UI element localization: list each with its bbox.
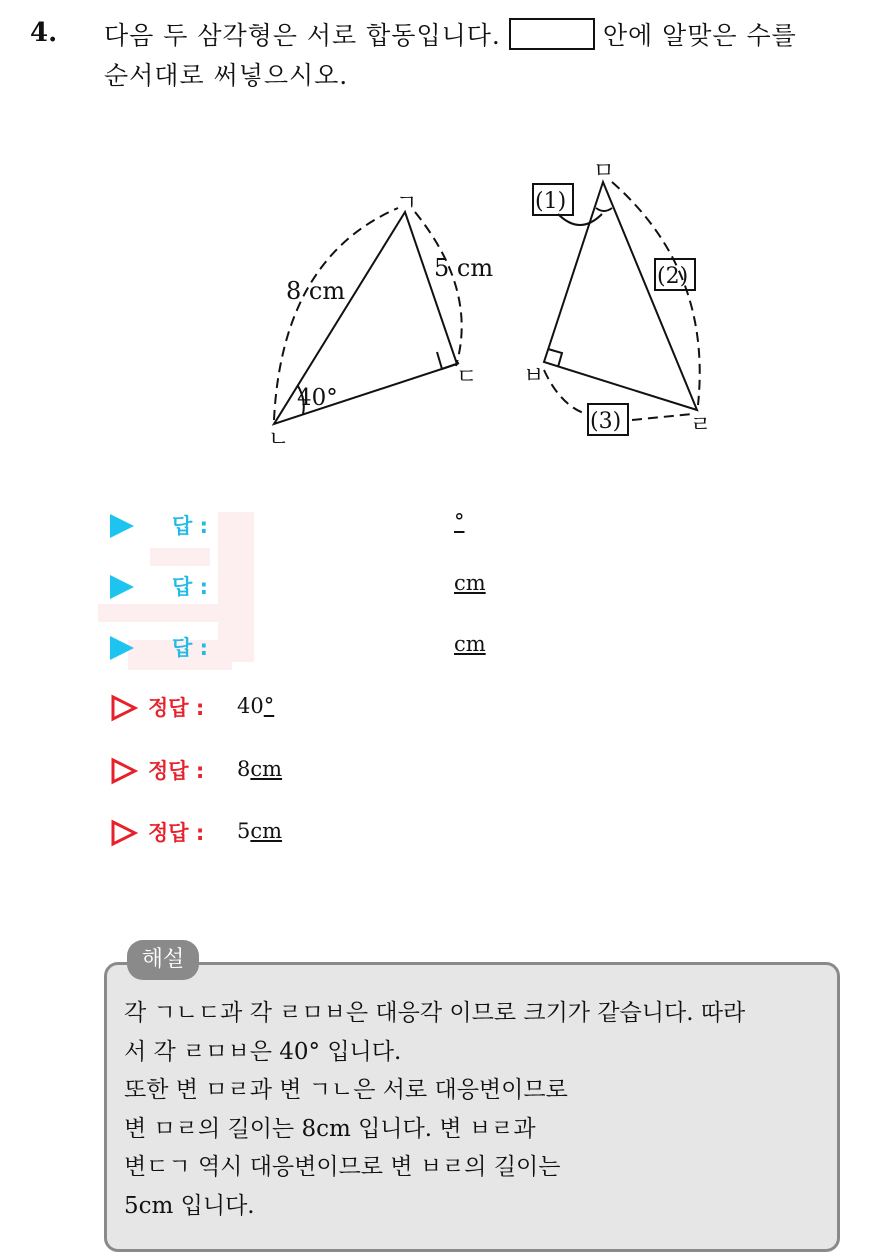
side-label-5cm: 5 cm xyxy=(434,254,494,282)
vertex-label-bieup: ㅂ xyxy=(523,364,545,389)
correct-row-1 xyxy=(110,690,410,730)
faint-mark xyxy=(150,548,210,566)
answer-row-1 xyxy=(110,506,530,546)
explanation-line: 변ㄷㄱ 역시 대응변이므로 변 ㅂㄹ의 길이는 xyxy=(124,1154,561,1180)
explanation-line: 또한 변 ㅁㄹ과 변 ㄱㄴ은 서로 대응변이므로 xyxy=(124,1077,568,1103)
correct-label: 정답 : xyxy=(148,759,205,783)
correct-value xyxy=(237,757,282,781)
angle-arc-1 xyxy=(596,208,612,211)
correct-row-3 xyxy=(110,815,410,855)
question-text xyxy=(104,16,864,96)
correct-unit: ° xyxy=(263,694,275,718)
explanation-line: 각 ㄱㄴㄷ과 각 ㄹㅁㅂ은 대응각 이므로 크기가 같습니다. 따라 xyxy=(124,1000,746,1026)
correct-value xyxy=(237,694,274,718)
answer-unit[interactable]: ° xyxy=(454,510,465,534)
play-arrow-icon xyxy=(110,514,134,538)
question-text-line2: 순서대로 써넣으시오. xyxy=(104,61,349,90)
dashed-arc-3b xyxy=(632,414,692,420)
explanation-line: 서 각 ㄹㅁㅂ은 40° 입니다. xyxy=(124,1038,402,1065)
box-label-1: (1) xyxy=(535,189,567,214)
correct-number: 5 xyxy=(237,819,251,843)
box-label-3: (3) xyxy=(590,409,622,434)
vertex-label-nieun: ㄴ xyxy=(268,427,290,452)
correct-label: 정답 : xyxy=(148,696,205,720)
correct-unit: cm xyxy=(250,757,283,781)
answer-row-3 xyxy=(110,628,530,668)
angle-label-40: 40° xyxy=(297,385,338,411)
correct-unit: cm xyxy=(250,819,283,843)
outline-play-icon xyxy=(110,819,138,847)
play-arrow-icon xyxy=(110,575,134,599)
dashed-arc-3a xyxy=(544,370,586,414)
triangle-figure xyxy=(0,150,884,460)
outline-play-icon xyxy=(110,757,138,785)
explanation-line: 변 ㅁㄹ의 길이는 8cm 입니다. 변 ㅂㄹ과 xyxy=(124,1115,536,1142)
vertex-label-rieul: ㄹ xyxy=(690,413,712,438)
correct-number: 8 xyxy=(237,757,251,781)
vertex-label-digeut: ㄷ xyxy=(456,365,478,390)
answer-label: 답 : xyxy=(172,514,208,538)
right-triangle xyxy=(544,182,697,410)
blank-box-icon xyxy=(509,18,595,50)
dashed-arc-5cm xyxy=(415,212,462,366)
answer-unit[interactable]: cm xyxy=(454,571,486,595)
vertex-label-giyeok: ㄱ xyxy=(396,191,418,216)
answer-row-2 xyxy=(110,567,530,607)
explanation-line: 5cm 입니다. xyxy=(124,1192,255,1219)
correct-value xyxy=(237,819,282,843)
correct-label: 정답 : xyxy=(148,821,205,845)
dashed-arc-2 xyxy=(612,182,700,405)
correct-number: 40 xyxy=(237,694,264,718)
correct-row-2 xyxy=(110,753,410,793)
explanation-text xyxy=(124,994,836,1225)
box-label-2: (2) xyxy=(657,264,689,289)
question-text-part2: 안에 알맞은 수를 xyxy=(602,21,797,50)
play-arrow-icon xyxy=(110,636,134,660)
answer-label: 답 : xyxy=(172,575,208,599)
explanation-tag: 해설 xyxy=(127,940,199,980)
vertex-label-mieum: ㅁ xyxy=(593,159,615,184)
answer-unit[interactable]: cm xyxy=(454,632,486,656)
answer-label: 답 : xyxy=(172,636,208,660)
question-text-part1: 다음 두 삼각형은 서로 합동입니다. xyxy=(104,21,501,50)
outline-play-icon xyxy=(110,694,138,722)
side-label-8cm: 8 cm xyxy=(286,277,346,305)
question-number: 4. xyxy=(30,18,58,48)
